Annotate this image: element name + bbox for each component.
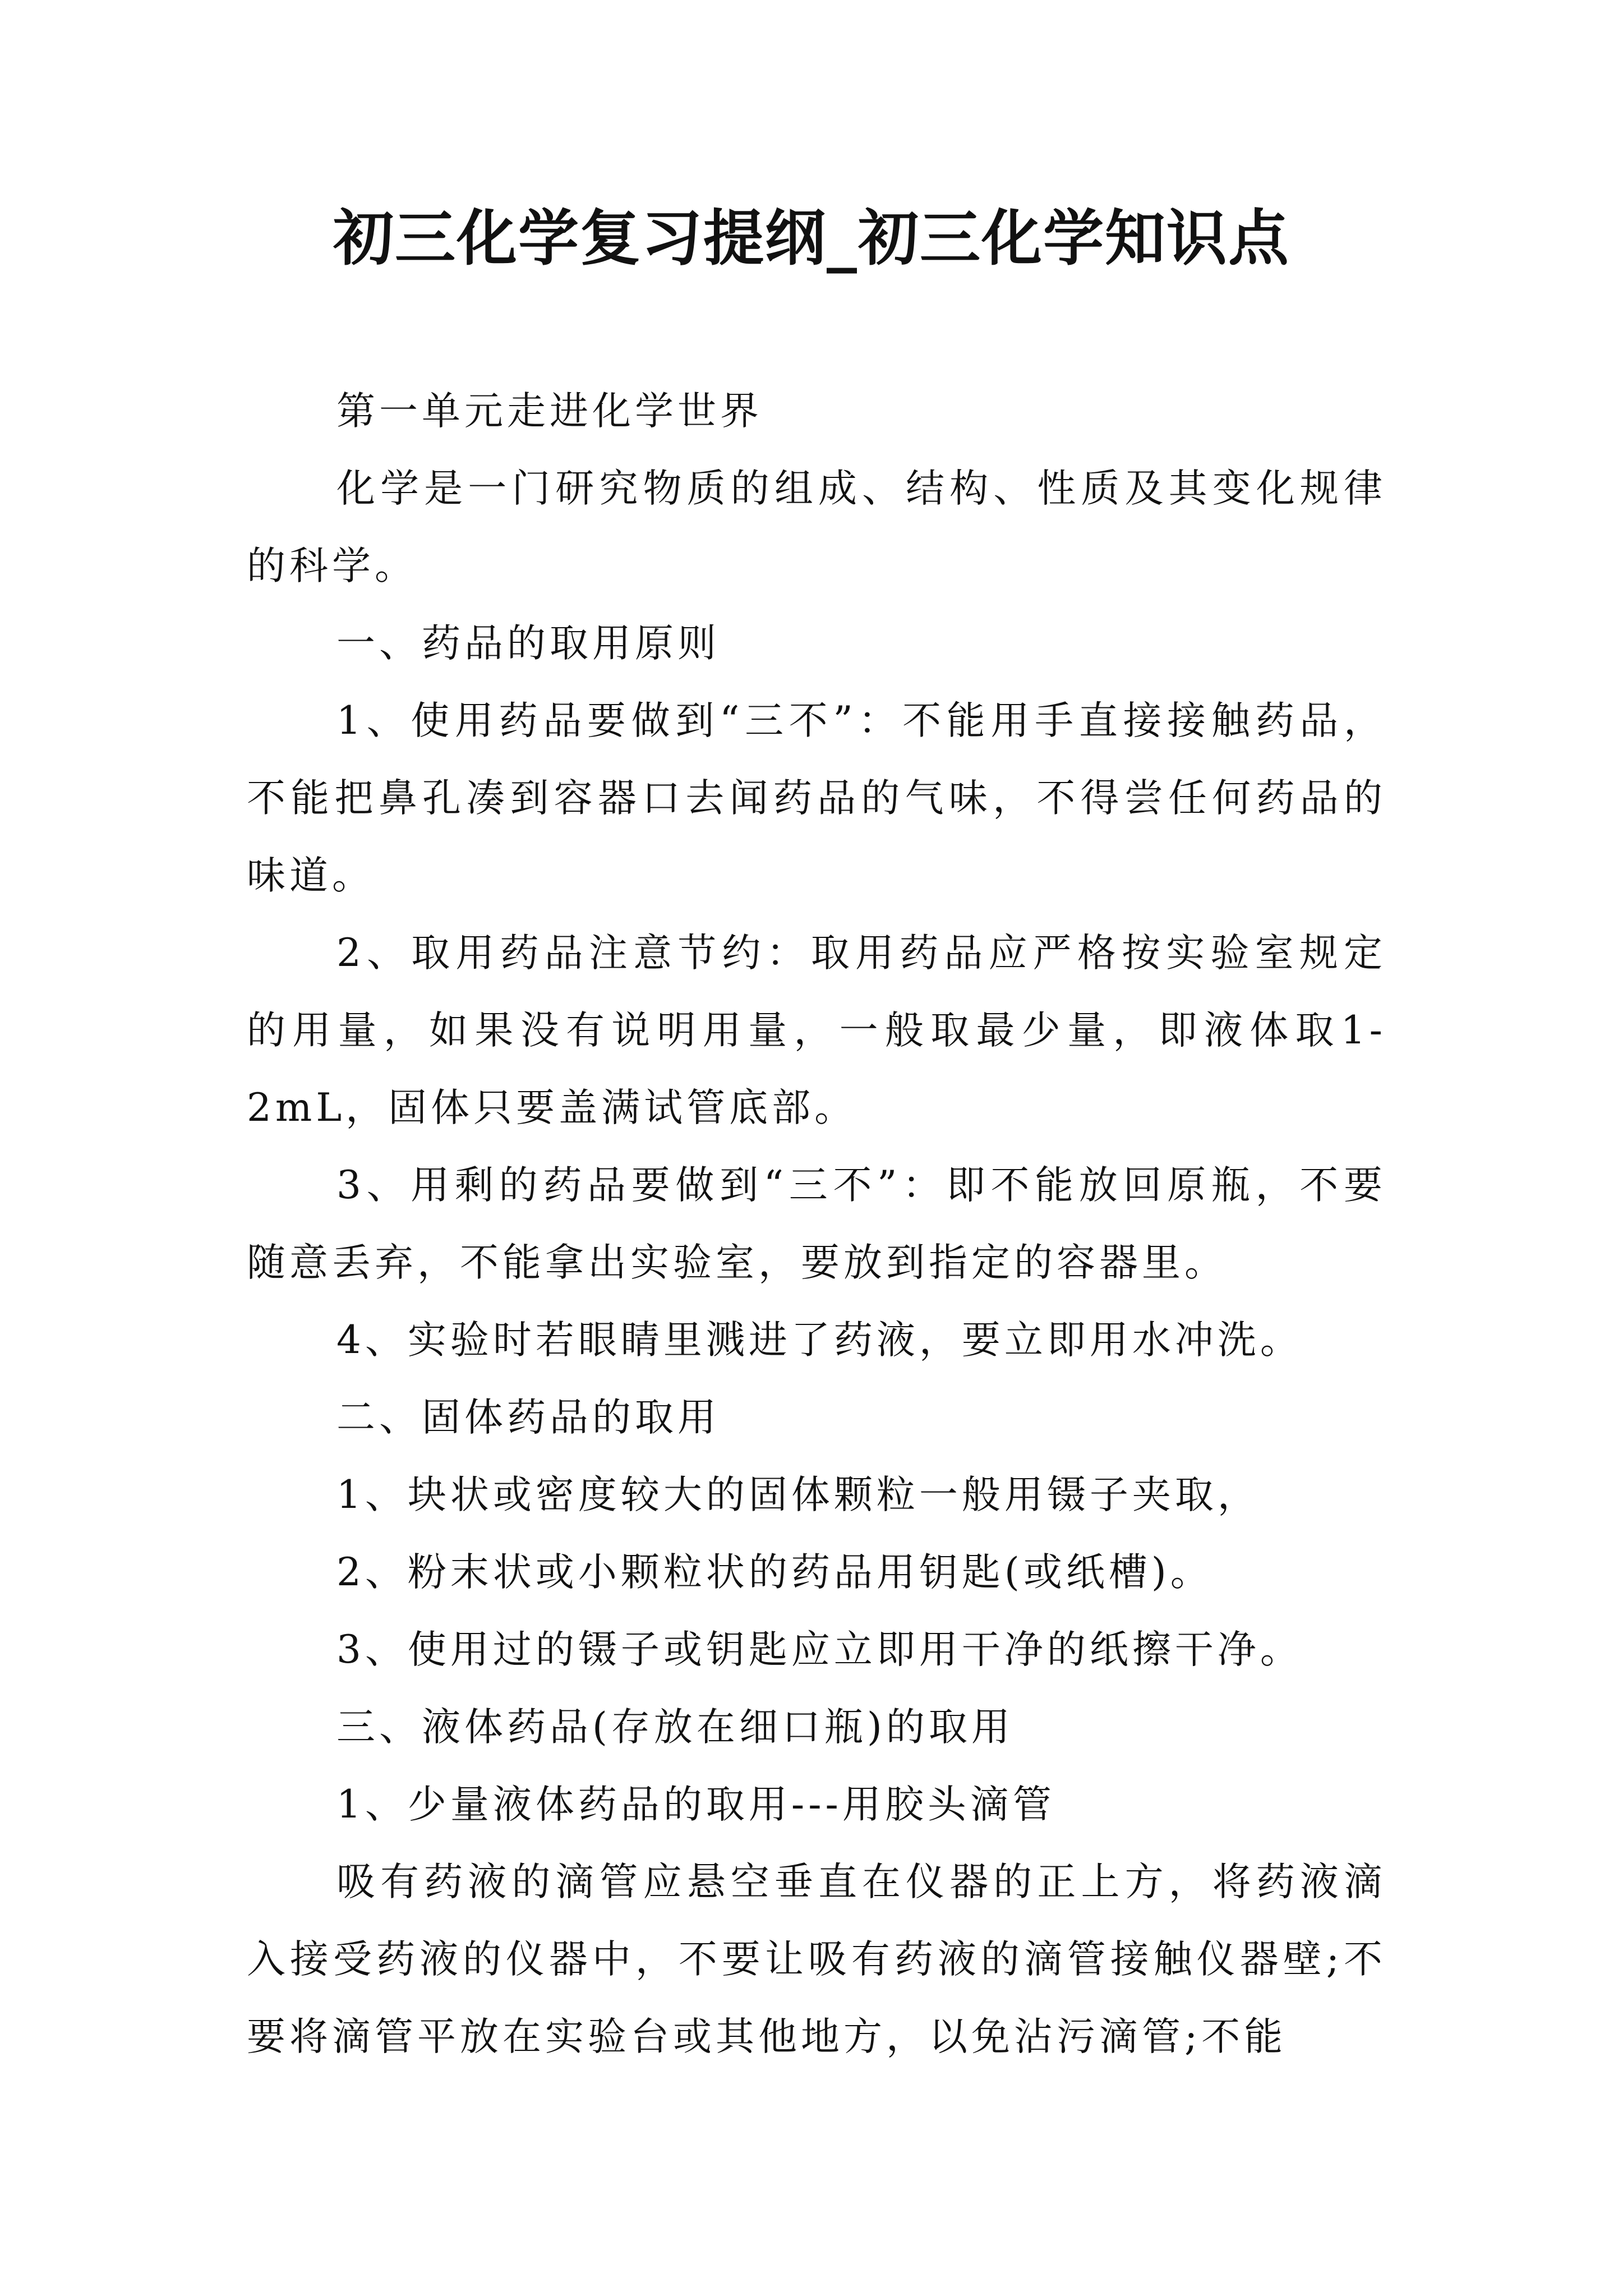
paragraph-liquid-1: 1、少量液体药品的取用---用胶头滴管 [336,1782,1055,1827]
section-heading-principles: 一、药品的取用原则 [336,621,720,666]
paragraph-dropper: 吸有药液的滴管应悬空垂直在仪器的正上方，将药液滴入接受药液的仪器中，不要让吸有药液的滴管接触仪器壁;不要将滴管平放在实验台或其他地方，以免沾污滴管;不能 [247,1860,1386,2059]
section-heading-liquid: 三、液体药品(存放在细口瓶)的取用 [336,1705,1014,1750]
paragraph-rule-4: 4、实验时若眼睛里溅进了药液，要立即用水冲洗。 [336,1318,1303,1363]
paragraph-solid-1: 1、块状或密度较大的固体颗粒一般用镊子夹取， [336,1473,1260,1517]
paragraph-solid-3: 3、使用过的镊子或钥匙应立即用干净的纸擦干净。 [336,1627,1303,1672]
section-heading-solid: 二、固体药品的取用 [336,1395,720,1440]
document-title: 初三化学复习提纲_初三化学知识点 [333,203,1290,274]
paragraph-solid-2: 2、粉末状或小颗粒状的药品用钥匙(或纸槽)。 [336,1550,1213,1595]
paragraph-rule-2: 2、取用药品注意节约：取用药品应严格按实验室规定的用量，如果没有说明用量，一般取最少量，即液体取1-2mL，固体只要盖满试管底部。 [247,931,1386,1130]
paragraph-rule-1: 1、使用药品要做到“三不”：不能用手直接接触药品，不能把鼻孔凑到容器口去闻药品的气味，不得尝任何药品的味道。 [247,698,1386,898]
document-body [247,372,1386,2076]
paragraph-definition: 化学是一门研究物质的组成、结构、性质及其变化规律的科学。 [247,466,1386,588]
section-heading-unit-1: 第一单元走进化学世界 [336,389,763,434]
paragraph-rule-3: 3、用剩的药品要做到“三不”：即不能放回原瓶，不要随意丢弃，不能拿出实验室，要放到指定的容器里。 [247,1163,1386,1285]
